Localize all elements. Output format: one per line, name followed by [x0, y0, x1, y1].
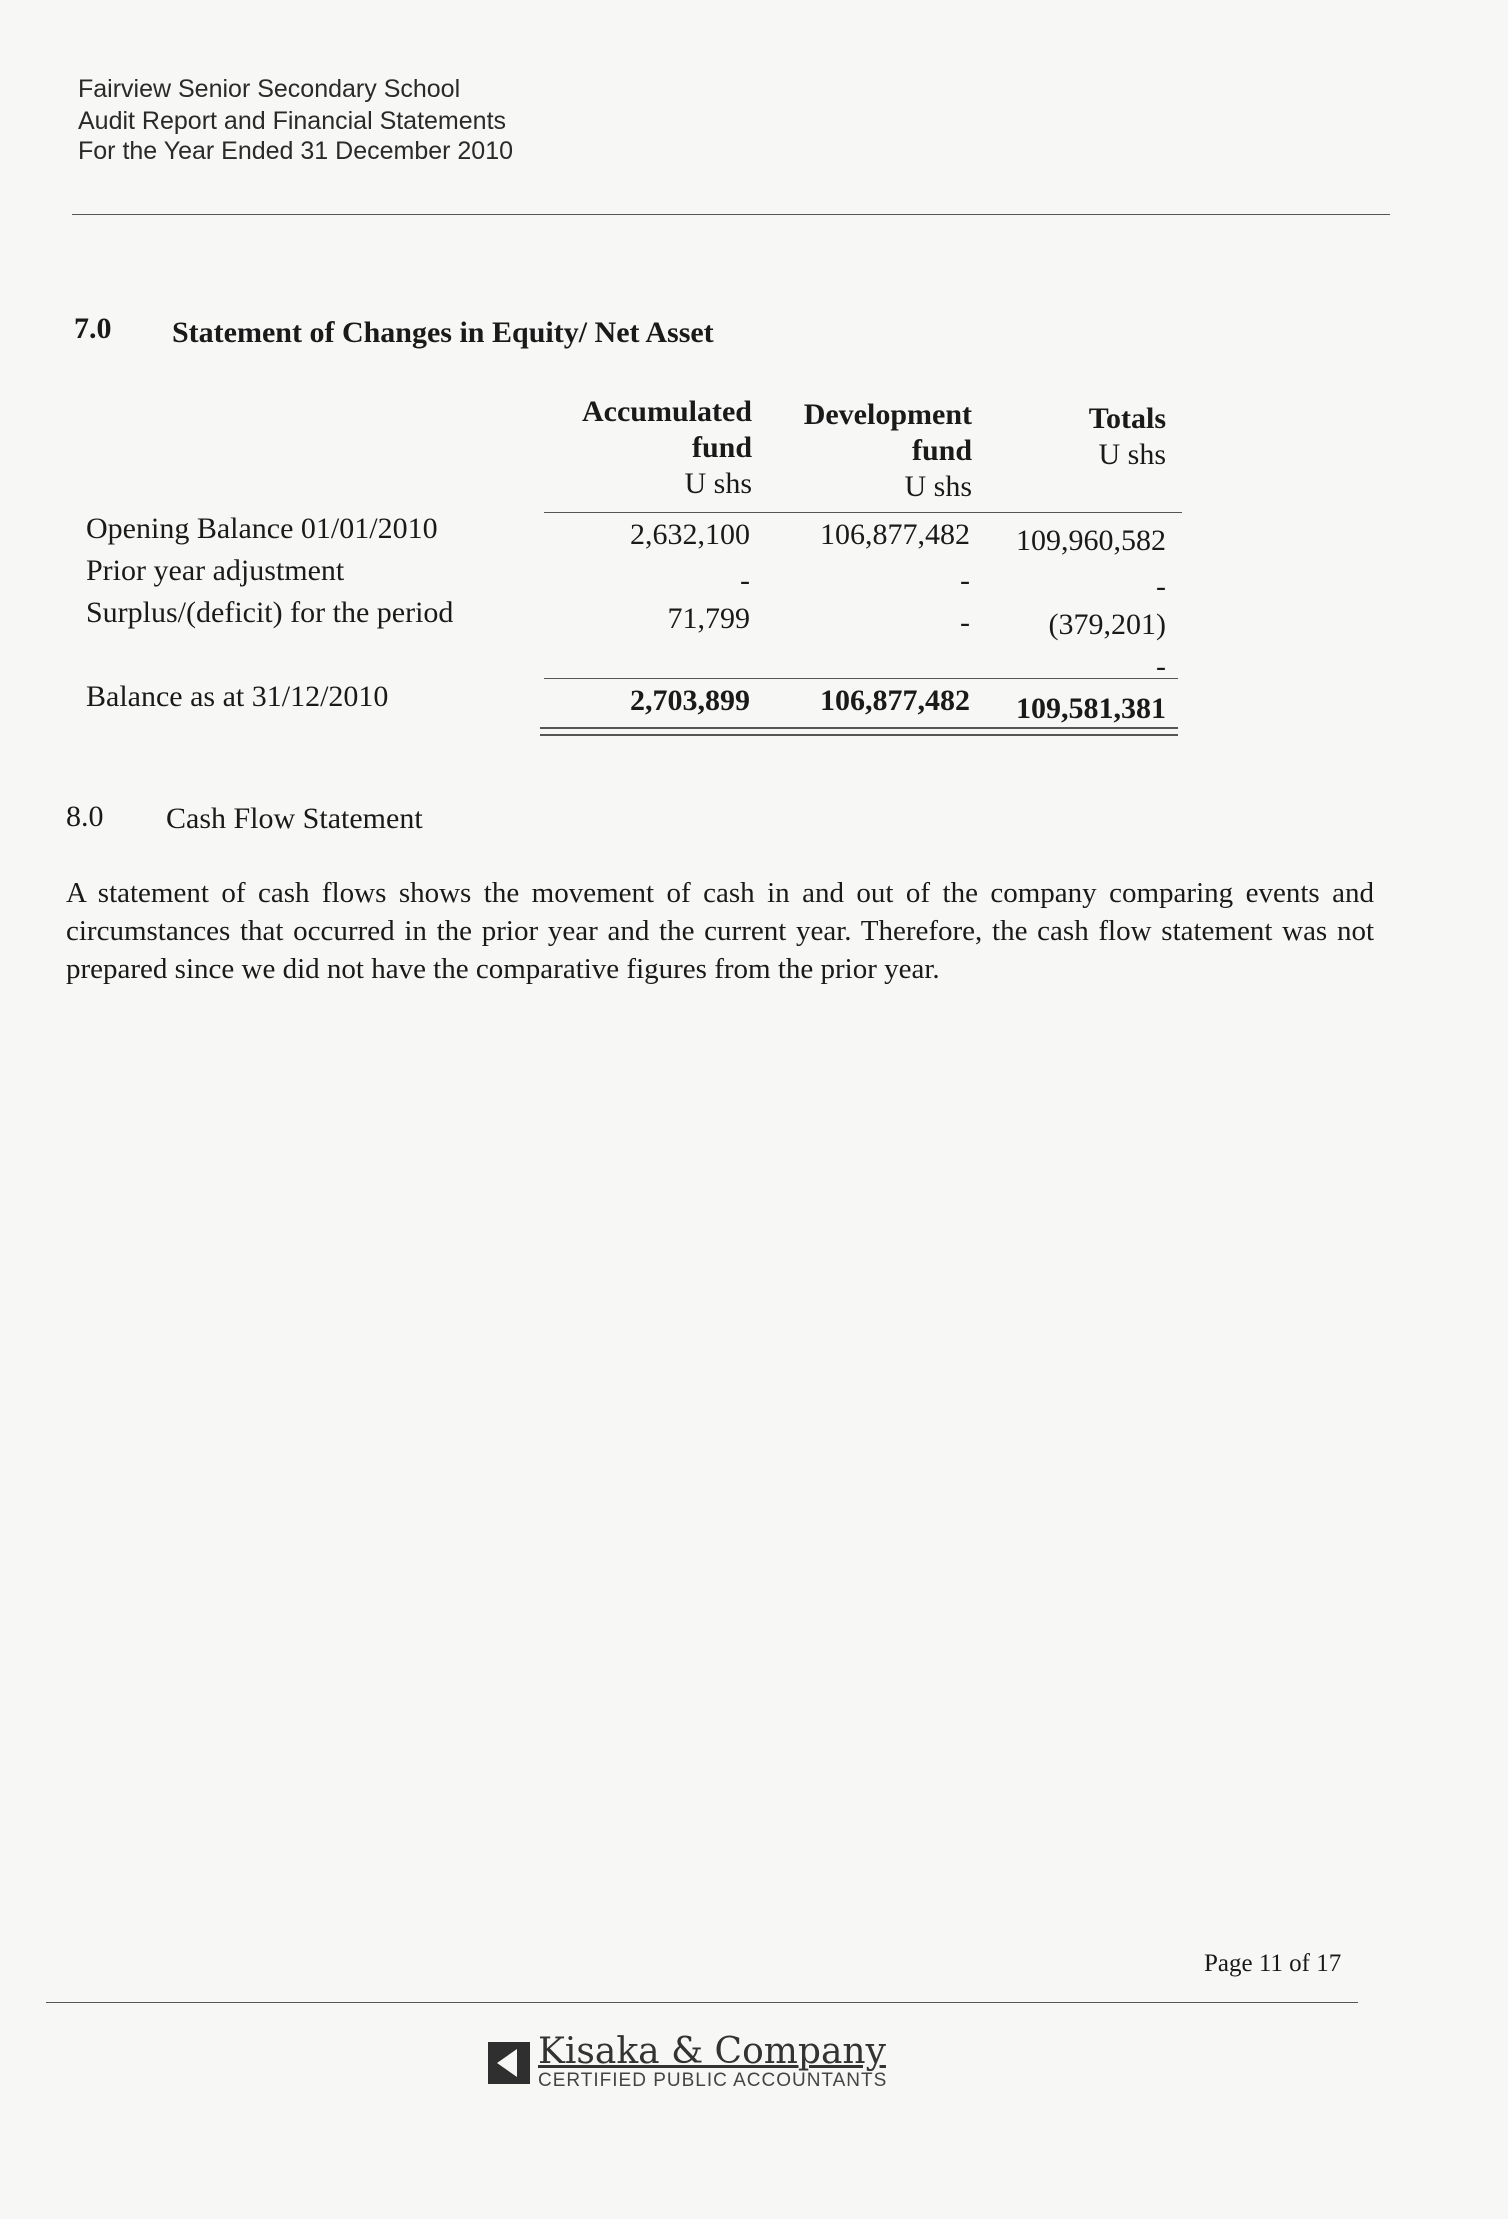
row-balance-label: Balance as at 31/12/2010 [86, 680, 389, 713]
section8-paragraph: A statement of cash flows shows the movement of cash in and out of the company comparing events and circumstances that occurred in the prior year and the current year. Therefore, the cash flow statement was not prepared since we did not have the comparative figures from the prior year. [66, 877, 1374, 985]
row-prior-label: Prior year adjustment [86, 554, 345, 587]
firm-logo [488, 2031, 888, 2092]
col-accumulated [540, 394, 752, 502]
row-prior-totals: - [1156, 570, 1166, 603]
col-development [760, 397, 972, 505]
section8-title: Cash Flow Statement [166, 802, 423, 835]
row-prior-development: - [960, 564, 970, 597]
double-rule-top [540, 727, 1178, 729]
section7-number: 7.0 [74, 312, 112, 345]
col-development-unit: U shs [904, 470, 972, 503]
extra-dash: - [1156, 650, 1166, 683]
row-opening-totals: 109,960,582 [1016, 524, 1166, 557]
col-accumulated-line2: fund [691, 431, 752, 464]
row-balance-accumulated: 2,703,899 [630, 684, 750, 717]
row-balance-development: 106,877,482 [820, 684, 970, 717]
row-surplus-totals: (379,201) [1048, 608, 1166, 641]
firm-subtitle: CERTIFIED PUBLIC ACCOUNTANTS [538, 2070, 888, 2091]
footer-rule [46, 2002, 1358, 2003]
col-totals-unit: U shs [1098, 438, 1166, 471]
row-prior-accumulated: - [740, 564, 750, 597]
row-opening-label: Opening Balance 01/01/2010 [86, 512, 438, 545]
row-surplus-development: - [960, 606, 970, 639]
header-report: Audit Report and Financial Statements [78, 107, 507, 135]
col-accumulated-line1: Accumulated [582, 395, 752, 428]
header-underline [544, 512, 1182, 513]
firm-logo-icon [488, 2042, 530, 2084]
row-opening-development: 106,877,482 [820, 518, 970, 551]
col-accumulated-unit: U shs [684, 467, 752, 500]
page-number: Page 11 of 17 [1204, 1950, 1342, 1977]
header-rule [72, 214, 1390, 215]
row-surplus-accumulated: 71,799 [667, 602, 750, 635]
col-development-line1: Development [803, 398, 972, 431]
col-totals-line2: Totals [1088, 402, 1166, 435]
section7-title: Statement of Changes in Equity/ Net Asset [172, 316, 714, 349]
header-school: Fairview Senior Secondary School [78, 75, 461, 103]
col-development-line2: fund [911, 434, 972, 467]
double-rule-bottom [540, 734, 1178, 736]
row-surplus-label: Surplus/(deficit) for the period [86, 596, 454, 629]
col-totals [1000, 401, 1166, 473]
row-balance-totals: 109,581,381 [1016, 692, 1166, 725]
firm-name: Kisaka & Company [538, 2031, 886, 2072]
section8-number: 8.0 [66, 800, 104, 833]
header-period: For the Year Ended 31 December 2010 [78, 137, 514, 165]
subtotal-rule [544, 678, 1178, 679]
row-opening-accumulated: 2,632,100 [630, 518, 750, 551]
